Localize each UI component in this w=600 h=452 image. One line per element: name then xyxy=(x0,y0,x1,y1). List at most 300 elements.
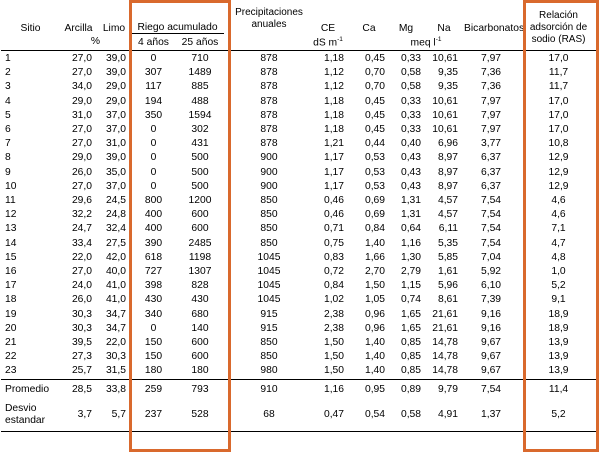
table-cell: 1,40 xyxy=(364,351,386,363)
table-cell: 430 xyxy=(191,294,209,306)
table-cell: 680 xyxy=(191,308,209,320)
table-cell: 27,0 xyxy=(71,53,92,64)
header-riego: Riego acumulado xyxy=(131,5,224,34)
table-cell: 0,95 xyxy=(350,379,388,399)
table-cell: 7,36 xyxy=(480,67,502,79)
table-cell: 17,0 xyxy=(548,124,569,136)
table-row xyxy=(1,123,599,137)
table-row xyxy=(1,137,599,151)
table-cell: 7,97 xyxy=(480,109,502,121)
table-cell: 800 xyxy=(144,195,163,207)
table-row xyxy=(1,350,599,364)
table-row xyxy=(1,66,599,80)
table-cell: 29,0 xyxy=(71,95,92,107)
table-cell: 29,6 xyxy=(71,195,92,207)
table-cell: 140 xyxy=(191,322,209,334)
header-ras: Relación adsorción de sodio (RAS) xyxy=(529,9,588,45)
table-row xyxy=(1,308,599,322)
table-cell: 4,57 xyxy=(437,195,459,207)
table-cell: 0,84 xyxy=(323,280,345,292)
table-cell: 20 xyxy=(5,322,17,334)
table-cell: 1,50 xyxy=(364,280,386,292)
table-cell: 259 xyxy=(131,379,176,399)
table-cell: 27,0 xyxy=(71,67,92,79)
table-cell: 22,0 xyxy=(71,251,92,263)
table-cell: 1,18 xyxy=(323,124,345,136)
table-body xyxy=(1,51,599,432)
table-cell: 9,67 xyxy=(480,337,502,349)
table-cell: 1,40 xyxy=(364,237,386,249)
table-cell: 7,1 xyxy=(551,223,566,235)
table-cell: 0,70 xyxy=(364,81,386,93)
table-cell: 0,89 xyxy=(388,379,424,399)
table-cell: 980 xyxy=(260,365,278,377)
table-cell: 1,17 xyxy=(323,180,345,192)
table-cell: 915 xyxy=(260,322,278,334)
table-cell: 13,9 xyxy=(548,337,569,349)
table-cell: 33,4 xyxy=(71,237,92,249)
table-cell: 0,33 xyxy=(400,53,422,64)
table-cell: 180 xyxy=(144,365,163,377)
table-cell: 12,9 xyxy=(548,180,569,192)
table-row xyxy=(1,322,599,336)
unit-meq: meq $l^{-1}$ xyxy=(410,35,442,48)
table-cell: 0,47 xyxy=(306,399,350,432)
table-cell: 150 xyxy=(144,337,163,349)
table-cell: 7,97 xyxy=(480,95,502,107)
table-cell: 11,7 xyxy=(548,67,569,79)
table-cell: 37,0 xyxy=(105,124,126,136)
table-cell: 17,0 xyxy=(548,95,569,107)
table-cell: 31,0 xyxy=(71,109,92,121)
table-cell: 400 xyxy=(144,223,163,235)
header-mg: Mg xyxy=(398,22,414,34)
table-cell: 600 xyxy=(191,223,209,235)
header-na: Na xyxy=(437,22,451,34)
table-cell: 0,45 xyxy=(364,95,386,107)
table-cell: 27,0 xyxy=(71,124,92,136)
table-cell: 25,7 xyxy=(71,365,92,377)
header-limo: Limo xyxy=(102,22,126,34)
header-ce: CE xyxy=(320,22,336,34)
table-cell: 9,16 xyxy=(480,308,502,320)
table-cell: 11,7 xyxy=(548,81,569,93)
table-cell: 10,61 xyxy=(432,53,459,64)
table-cell: 237 xyxy=(131,399,176,432)
table-cell: 14 xyxy=(5,237,17,249)
table-cell: 0,74 xyxy=(400,294,422,306)
table-cell: 1,50 xyxy=(323,337,345,349)
table-cell: 885 xyxy=(191,81,209,93)
table-row xyxy=(1,109,599,123)
table-cell: 16 xyxy=(5,266,17,278)
table-cell: 41,0 xyxy=(105,280,126,292)
table-cell: 14,78 xyxy=(432,351,459,363)
desvio-row xyxy=(1,399,599,432)
table-cell: 1,61 xyxy=(437,266,459,278)
table-cell: 8 xyxy=(5,152,11,164)
table-cell: 24,7 xyxy=(71,223,92,235)
table-cell: 0,84 xyxy=(364,223,386,235)
table-cell: 32,4 xyxy=(105,223,126,235)
table-cell: 1,30 xyxy=(400,251,422,263)
table-cell: 878 xyxy=(260,138,278,150)
table-row xyxy=(1,51,599,67)
table-row xyxy=(1,251,599,265)
table-cell: 11 xyxy=(5,195,16,207)
table-cell: 9 xyxy=(5,166,11,178)
table-cell: 4,91 xyxy=(424,399,464,432)
table-cell: 0 xyxy=(150,166,157,178)
header-riego-4: 4 años xyxy=(138,36,169,48)
header-sitio: Sitio xyxy=(20,22,41,34)
table-cell: 1,18 xyxy=(323,53,345,64)
table-cell: 24,8 xyxy=(105,209,126,221)
table-cell: 5,2 xyxy=(518,399,599,432)
table-row xyxy=(1,208,599,222)
table-row xyxy=(1,151,599,165)
table-cell: 0,45 xyxy=(364,53,386,64)
table-cell: 1,05 xyxy=(364,294,386,306)
table-cell: 6,96 xyxy=(437,138,459,150)
soil-water-table xyxy=(1,5,599,432)
table-row xyxy=(1,166,599,180)
table-cell: 1,16 xyxy=(306,379,350,399)
table-cell: 18 xyxy=(5,294,17,306)
table-cell: 22,0 xyxy=(105,337,126,349)
table-cell: 0,46 xyxy=(323,195,345,207)
table-cell: 27,0 xyxy=(71,266,92,278)
table-cell: 488 xyxy=(191,95,209,107)
header-arcilla: Arcilla xyxy=(64,22,93,34)
table-cell: 0 xyxy=(150,138,157,150)
table-row xyxy=(1,180,599,194)
table-cell: 500 xyxy=(191,152,209,164)
table-cell: 39,0 xyxy=(105,152,126,164)
table-cell: 29,0 xyxy=(71,152,92,164)
table-cell: 3,7 xyxy=(60,399,97,432)
table-cell: 7,54 xyxy=(480,209,502,221)
table-cell: 7,97 xyxy=(480,53,502,64)
table-cell: 41,0 xyxy=(105,294,126,306)
table-cell: 9,67 xyxy=(480,351,502,363)
table-cell: 30,3 xyxy=(105,351,126,363)
table-cell: 1,15 xyxy=(400,280,422,292)
table-cell: 710 xyxy=(191,53,209,64)
table-cell: 878 xyxy=(260,95,278,107)
table-cell: 39,0 xyxy=(105,67,126,79)
table-cell: 828 xyxy=(191,280,209,292)
header-riego-25: 25 años xyxy=(181,36,219,48)
table-cell: 2,38 xyxy=(323,322,345,334)
table-cell: 850 xyxy=(260,237,278,249)
table-cell: 0,43 xyxy=(400,152,422,164)
table-cell: 10,61 xyxy=(432,95,459,107)
table-cell: 1,65 xyxy=(400,308,422,320)
header-bicarbonatos: Bicarbonatos xyxy=(464,22,525,34)
table-cell: 1307 xyxy=(188,266,212,278)
table-cell: 850 xyxy=(260,209,278,221)
table-cell: 0,70 xyxy=(364,67,386,79)
table-cell: 117 xyxy=(145,81,162,93)
table-cell: 6 xyxy=(5,124,11,136)
unit-percent: % xyxy=(90,36,101,48)
table-cell: 1,65 xyxy=(400,322,422,334)
table-cell: 9,1 xyxy=(551,294,566,306)
table-cell: 37,0 xyxy=(105,109,126,121)
table-cell: 5,2 xyxy=(551,280,566,292)
table-cell: 7,54 xyxy=(480,223,502,235)
table-cell: 0,33 xyxy=(400,109,422,121)
table-cell: 1,50 xyxy=(323,365,345,377)
table-cell: 0,75 xyxy=(323,237,345,249)
table-cell: 14,78 xyxy=(432,365,459,377)
table-cell: 26,0 xyxy=(71,294,92,306)
table-cell: 878 xyxy=(260,67,278,79)
table-cell: 13 xyxy=(5,223,17,235)
table-cell: 180 xyxy=(191,365,209,377)
table-cell: 9,67 xyxy=(480,365,502,377)
table-cell: 431 xyxy=(191,138,209,150)
table-cell: 878 xyxy=(260,109,278,121)
table-row xyxy=(1,80,599,94)
table-cell: 600 xyxy=(191,351,209,363)
table-cell: 3 xyxy=(5,81,11,93)
table-cell: 0,33 xyxy=(400,124,422,136)
table-cell: 5 xyxy=(5,109,11,121)
table-cell: 19 xyxy=(5,308,17,320)
table-cell: 1,12 xyxy=(323,67,345,79)
table-cell: 9,35 xyxy=(437,67,459,79)
table-cell: 10,61 xyxy=(432,124,459,136)
table-cell: 5,35 xyxy=(437,237,459,249)
table-cell: 0,58 xyxy=(400,81,422,93)
table-cell: 17 xyxy=(5,280,17,292)
table-cell: 9,79 xyxy=(424,379,464,399)
table-cell: 850 xyxy=(260,351,278,363)
table-cell: 13,9 xyxy=(548,365,569,377)
table-cell: 1045 xyxy=(257,251,281,263)
table-cell: 600 xyxy=(191,209,209,221)
table-cell: 0,53 xyxy=(364,152,386,164)
table-cell: 0 xyxy=(150,152,157,164)
table-cell: 528 xyxy=(176,399,224,432)
table-cell: 1,18 xyxy=(323,95,345,107)
table-cell: 0,96 xyxy=(364,322,386,334)
table-cell: 0,53 xyxy=(364,180,386,192)
promedio-row xyxy=(1,379,599,399)
table-cell: 30,3 xyxy=(71,308,92,320)
table-cell: 27,3 xyxy=(71,351,92,363)
table-cell: 0 xyxy=(150,180,157,192)
table-cell: 8,97 xyxy=(437,152,459,164)
table-cell: 0,44 xyxy=(364,138,386,150)
table-cell: 500 xyxy=(191,180,209,192)
table-cell: 1,02 xyxy=(323,294,345,306)
table-cell: 6,10 xyxy=(480,280,502,292)
table-cell: 39,5 xyxy=(71,337,92,349)
table-cell: 4,8 xyxy=(551,251,566,263)
table-cell: 307 xyxy=(144,67,163,79)
table-cell: Desvio estandar xyxy=(1,399,60,432)
table-cell: 23 xyxy=(5,365,17,377)
table-cell: 21,61 xyxy=(432,322,459,334)
table-cell: 0,85 xyxy=(400,365,422,377)
table-cell: 5,85 xyxy=(437,251,459,263)
table-cell: 1,31 xyxy=(400,209,422,221)
table-cell: 0,58 xyxy=(400,67,422,79)
table-cell: 5,92 xyxy=(480,266,502,278)
table-cell: 0,54 xyxy=(350,399,388,432)
table-cell: 4,57 xyxy=(437,209,459,221)
table-cell: 850 xyxy=(260,223,278,235)
table-cell: 0,83 xyxy=(323,251,345,263)
table-cell: 390 xyxy=(144,237,163,249)
table-cell: 0,64 xyxy=(400,223,422,235)
table-cell: 6,11 xyxy=(438,223,459,235)
table-cell: 40,0 xyxy=(105,266,126,278)
table-cell: 900 xyxy=(260,152,278,164)
header-precip: Precipitaciones anuales xyxy=(235,7,303,31)
table-cell: 9,16 xyxy=(480,322,502,334)
table-cell: 28,5 xyxy=(60,379,97,399)
table-cell: 430 xyxy=(144,294,163,306)
table-cell: 7,54 xyxy=(480,195,502,207)
table-cell: 1,40 xyxy=(364,365,386,377)
table-cell: 17,0 xyxy=(548,53,569,64)
table-cell: 11,4 xyxy=(518,379,599,399)
table-cell: 14,78 xyxy=(432,337,459,349)
table-cell: 878 xyxy=(260,81,278,93)
table-cell: 27,0 xyxy=(71,180,92,192)
table-cell: 4,7 xyxy=(551,237,566,249)
table-cell: 150 xyxy=(144,351,163,363)
table-cell: 32,2 xyxy=(71,209,92,221)
table-cell: 1198 xyxy=(188,251,212,263)
table-cell: 1,16 xyxy=(400,237,422,249)
table-cell: 34,0 xyxy=(71,81,92,93)
table-row xyxy=(1,293,599,307)
table-row xyxy=(1,279,599,293)
table-cell: 39,0 xyxy=(105,53,126,64)
table-cell: 8,61 xyxy=(437,294,459,306)
table-cell: 340 xyxy=(144,308,163,320)
table-cell: 910 xyxy=(232,379,306,399)
table-cell: 2,79 xyxy=(400,266,422,278)
table-cell: 400 xyxy=(144,209,163,221)
table-cell: 0,85 xyxy=(400,351,422,363)
table-cell: 618 xyxy=(144,251,163,263)
table-cell: 878 xyxy=(260,53,278,64)
table-cell: 17,0 xyxy=(548,109,569,121)
table-cell: 1,50 xyxy=(323,351,345,363)
table-cell: 1 xyxy=(5,53,11,64)
table-cell: 10 xyxy=(5,180,17,192)
table-cell: 13,9 xyxy=(548,351,569,363)
table-cell: 727 xyxy=(144,266,163,278)
table-cell: 6,37 xyxy=(480,152,502,164)
table-cell: 34,7 xyxy=(105,322,126,334)
table-cell: 26,0 xyxy=(71,166,92,178)
table-cell: 35,0 xyxy=(105,166,126,178)
table-cell: 1,12 xyxy=(323,81,345,93)
table-cell: 1489 xyxy=(188,67,212,79)
table-cell: 0,53 xyxy=(364,166,386,178)
table-cell: 0,46 xyxy=(323,209,345,221)
table-cell: 4 xyxy=(5,95,11,107)
table-cell: 1045 xyxy=(257,294,281,306)
table-cell: 1,17 xyxy=(323,152,345,164)
table-cell: 850 xyxy=(260,337,278,349)
table-cell: 0,43 xyxy=(400,180,422,192)
table-cell: 31,5 xyxy=(105,365,126,377)
table-cell: 24,5 xyxy=(105,195,126,207)
table-row xyxy=(1,364,599,379)
table-cell: 0,58 xyxy=(388,399,424,432)
table-cell: 7,97 xyxy=(480,124,502,136)
table-cell: 0,85 xyxy=(400,337,422,349)
table-cell: 7 xyxy=(5,138,11,150)
table-row xyxy=(1,194,599,208)
table-cell: 24,0 xyxy=(71,280,92,292)
table-cell: 12 xyxy=(5,209,17,221)
table-cell: 27,5 xyxy=(105,237,126,249)
table-row xyxy=(1,237,599,251)
table-cell: 900 xyxy=(260,166,278,178)
table-cell: 0,43 xyxy=(400,166,422,178)
table-cell: 0 xyxy=(150,322,157,334)
table-cell: 2 xyxy=(5,67,11,79)
table-cell: 1594 xyxy=(188,109,212,121)
table-cell: 6,37 xyxy=(480,180,502,192)
table-cell: 29,0 xyxy=(105,81,126,93)
table-cell: 7,36 xyxy=(480,81,502,93)
table-cell: 500 xyxy=(191,166,209,178)
table-cell: 4,6 xyxy=(551,195,566,207)
table-cell: 4,6 xyxy=(551,209,566,221)
table-cell: 1,18 xyxy=(323,109,345,121)
table-cell: Promedio xyxy=(1,379,60,399)
table-cell: 7,54 xyxy=(464,379,518,399)
table-cell: 31,0 xyxy=(105,138,126,150)
table-cell: 2,70 xyxy=(364,266,386,278)
table-cell: 8,97 xyxy=(437,166,459,178)
table-cell: 0,69 xyxy=(364,195,386,207)
table-cell: 5,7 xyxy=(97,399,131,432)
table-cell: 2,38 xyxy=(323,308,345,320)
table-cell: 878 xyxy=(260,124,278,136)
table-cell: 350 xyxy=(144,109,163,121)
table-row xyxy=(1,336,599,350)
table-cell: 1200 xyxy=(188,195,212,207)
table-cell: 6,37 xyxy=(480,166,502,178)
table-cell: 1045 xyxy=(257,280,281,292)
table-cell: 0,45 xyxy=(364,124,386,136)
table-cell: 0,96 xyxy=(364,308,386,320)
table-cell: 915 xyxy=(260,308,278,320)
table-row xyxy=(1,222,599,236)
table-cell: 1,66 xyxy=(364,251,386,263)
table-cell: 600 xyxy=(191,337,209,349)
table-cell: 793 xyxy=(176,379,224,399)
table-cell: 27,0 xyxy=(71,138,92,150)
table-cell: 68 xyxy=(232,399,306,432)
table-cell: 8,97 xyxy=(437,180,459,192)
table-cell: 900 xyxy=(260,180,278,192)
table-cell: 12,9 xyxy=(548,152,569,164)
table-cell: 21,61 xyxy=(432,308,459,320)
table-cell: 0,45 xyxy=(364,109,386,121)
